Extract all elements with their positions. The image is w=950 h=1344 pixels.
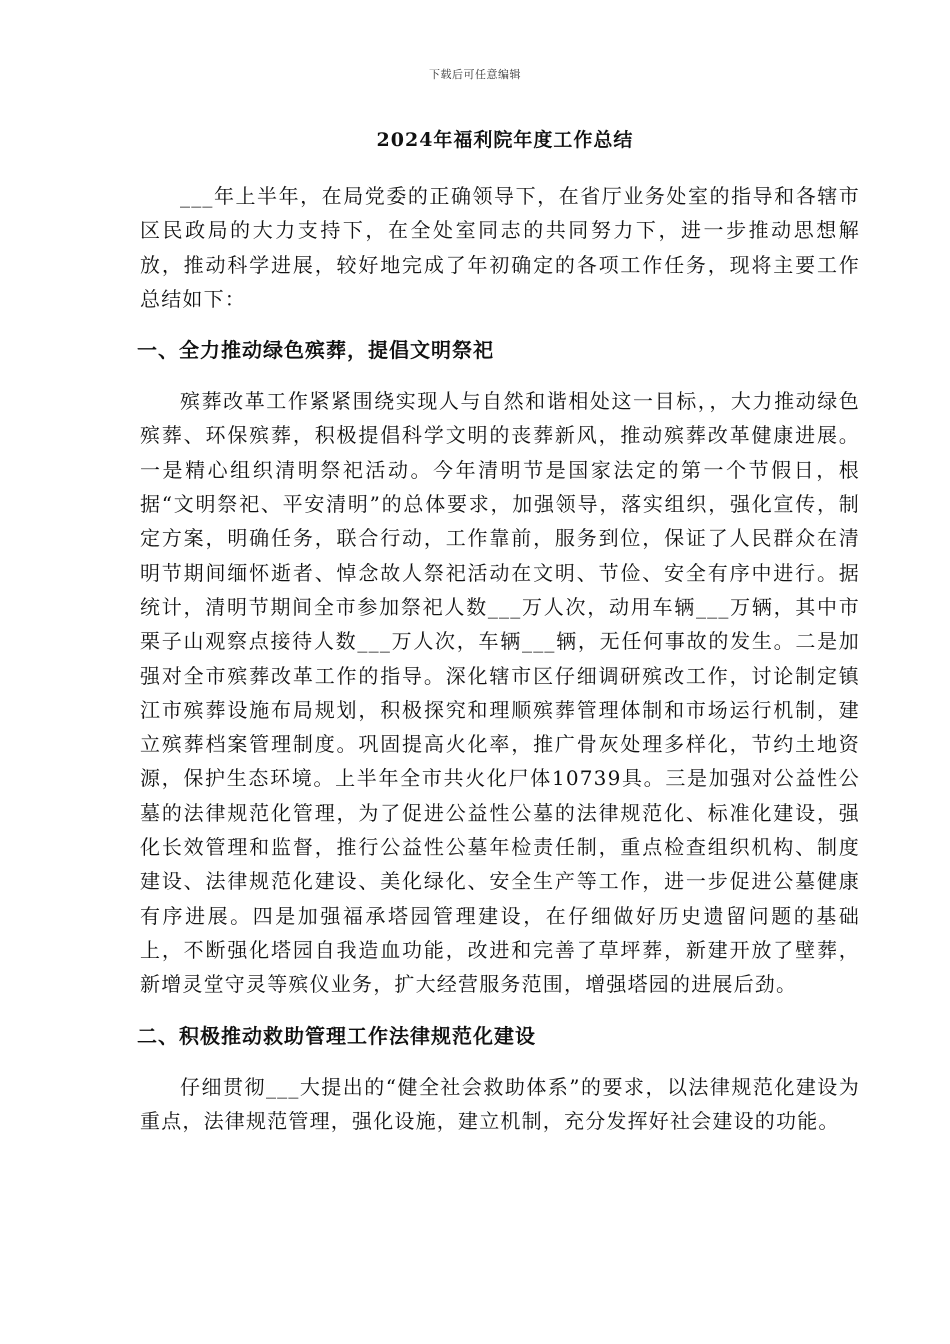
intro-text: 年上半年，在局党委的正确领导下，在省厅业务处室的指导和各辖市区民政局的大力支持下，在全处室同志的共同努力下，进一步推动思想解放，推动科学进展，较好地完成了年初确定的各项工作任务，现将主要工作总结如下： <box>140 184 860 311</box>
section-2-text-2: 大提出的“健全社会救助体系”的要求，以法律规范化建设为重点，法律规范管理，强化设施，建立机制，充分发挥好社会建设的功能。 <box>140 1074 860 1133</box>
intro-paragraph <box>140 179 860 316</box>
document-title: 2024年福利院年度工作总结 <box>376 129 634 151</box>
section-1-blank-3: ___ <box>357 629 392 654</box>
section-1-text-2: 万人次，动用车辆 <box>521 594 696 619</box>
section-2-blank-1: ___ <box>265 1074 300 1099</box>
section-1-text-1: 殡葬改革工作紧紧围绕实现人与自然和谐相处这一目标，，大力推动绿色殡葬、环保殡葬，积极提倡科学文明的丧葬新风，推动殡葬改革健康进展。一是精心组织清明祭祀活动。今年清明节是国家法定的第一个节假日，根据“文明祭祀、平安清明”的总体要求，加强领导，落实组织，强化宣传，制定方案，明确任务，联合行动，工作靠前，服务到位，保证了人民群众在清明节期间缅怀逝者、悼念故人祭祀活动在文明、节俭、安全有序中进行。据统计，清明节期间全市参加祭祀人数 <box>140 389 860 619</box>
section-1-text-4: 万人次，车辆 <box>391 629 523 654</box>
section-1-blank-1: ___ <box>487 594 522 619</box>
header-note: 下载后可任意编辑 <box>429 68 521 81</box>
section-1-heading: 一、全力推动绿色殡葬，提倡文明祭祀 <box>137 338 494 363</box>
section-2-text-1: 仔细贯彻 <box>180 1074 266 1099</box>
section-2-heading: 二、积极推动救助管理工作法律规范化建设 <box>137 1023 536 1048</box>
section-1-blank-4: ___ <box>522 629 556 654</box>
document-body <box>137 179 861 1138</box>
section-1-blank-2: ___ <box>695 594 730 619</box>
section-1-body <box>140 384 860 1001</box>
intro-blank: ___ <box>180 184 214 208</box>
section-1-text-5: 辆，无任何事故的发生。二是加强对全市殡葬改革工作的指导。深化辖市区仔细调研殡改工作，讨论制定镇江市殡葬设施布局规划，积极探究和理顺殡葬管理体制和市场运行机制，建立殡葬档案管理制度。巩固提高火化率，推广骨灰处理多样化，节约土地资源，保护生态环境。上半年全市共火化尸体10739具。三是加强对公益性公墓的法律规范化管理，为了促进公益性公墓的法律规范化、标准化建设，强化长效管理和监督，推行公益性公墓年检责任制，重点检查组织机构、制度建设、法律规范化建设、美化绿化、安全生产等工作，进一步促进公墓健康有序进展。四是加强福承塔园管理建设，在仔细做好历史遗留问题的基础上，不断强化塔园自我造血功能，改进和完善了草坪葬，新建开放了壁葬，新增灵堂守灵等殡仪业务，扩大经营服务范围，增强塔园的进展后劲。 <box>140 629 861 997</box>
section-1-text-3: 万辆，其中市栗子山观察点接待人数 <box>140 594 860 654</box>
section-2-body <box>140 1070 860 1139</box>
